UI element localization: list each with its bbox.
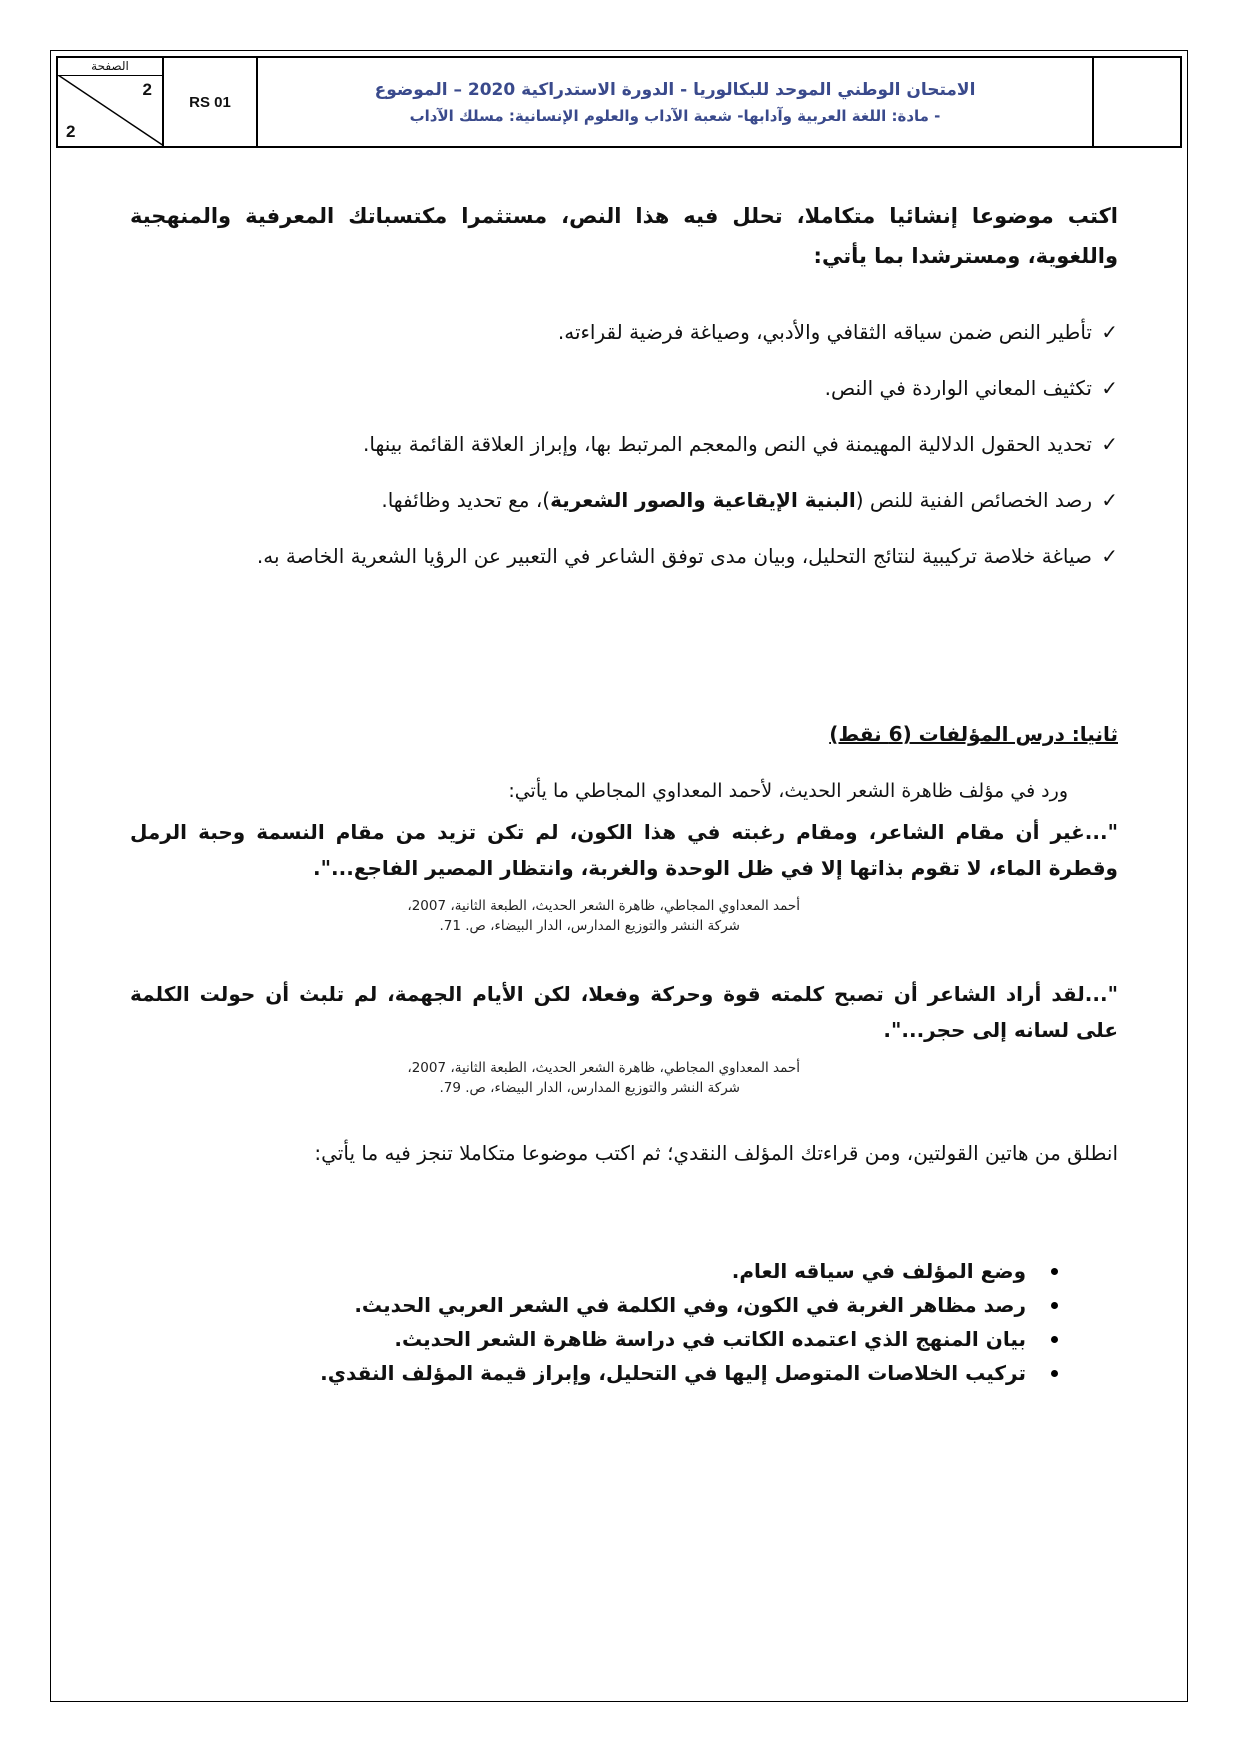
- checklist-text: تكثيف المعاني الواردة في النص.: [824, 376, 1092, 400]
- exam-code: RS 01: [164, 58, 258, 146]
- reference-line: شركة النشر والتوزيع المدارس، الدار البيضاء، ص. 71.: [439, 918, 740, 934]
- checklist-text-end: )، مع تحديد وظائفها.: [381, 488, 551, 512]
- checklist-text: تحديد الحقول الدلالية المهيمنة في النص والمعجم المرتبط بها، وإبراز العلاقة القائمة بينها.: [363, 432, 1092, 456]
- part2-bullets: [130, 1254, 1060, 1390]
- bullet-item: [130, 1322, 1060, 1356]
- reference-line: أحمد المعداوي المجاطي، ظاهرة الشعر الحديث، الطبعة الثانية، 2007،: [407, 898, 800, 914]
- exam-subject: - مادة: اللغة العربية وآدابها- شعبة الآداب والعلوم الإنسانية: مسلك الآداب: [409, 107, 941, 125]
- quote-2: "...لقد أراد الشاعر أن تصبح كلمته قوة وحركة وفعلا، لكن الأيام الجهمة، لم تلبث أن حولت الكلمة على لسانه إلى حجر...".: [130, 982, 1118, 1042]
- part2-task: انطلق من هاتين القولتين، ومن قراءتك المؤلف النقدي؛ ثم اكتب موضوعا متكاملا تنجز فيه ما يأتي:: [314, 1141, 1118, 1165]
- exam-title-cell: [258, 58, 1094, 146]
- page-current: 2: [142, 80, 152, 99]
- page-label: الصفحة: [58, 58, 162, 76]
- check-icon: ✓: [1101, 320, 1118, 344]
- checklist-item: [130, 368, 1118, 408]
- bullet-text: وضع المؤلف في سياقه العام.: [731, 1259, 1026, 1283]
- checklist-text: تأطير النص ضمن سياقه الثقافي والأدبي، وصياغة فرضية لقراءته.: [557, 320, 1092, 344]
- bullet-item: [130, 1356, 1060, 1390]
- bullet-icon: [1051, 1302, 1058, 1309]
- bullet-text: رصد مظاهر الغربة في الكون، وفي الكلمة في الشعر العربي الحديث.: [354, 1293, 1026, 1317]
- checklist-item: [130, 480, 1118, 520]
- bullet-text: بيان المنهج الذي اعتمده الكاتب في دراسة ظاهرة الشعر الحديث.: [394, 1327, 1026, 1351]
- checklist-text-emphasis: البنية الإيقاعية والصور الشعرية: [550, 488, 856, 512]
- quote-1: "...غير أن مقام الشاعر، ومقام رغبته في هذا الكون، لم تكن تزيد من مقام النسمة وحبة الرمل وقطرة الماء، لا تقوم بذاتها إلا في ظل الوحدة والغربة، وانتظار المصير الفاجع...".: [130, 820, 1118, 880]
- part1-instructions: اكتب موضوعا إنشائيا متكاملا، تحلل فيه هذا النص، مستثمرا مكتسباتك المعرفية والمنهجية واللغوية، ومسترشدا بما يأتي:: [130, 204, 1118, 268]
- quote-2-reference: [130, 1058, 800, 1098]
- checklist-item: [130, 536, 1118, 576]
- reference-line: شركة النشر والتوزيع المدارس، الدار البيضاء، ص. 79.: [439, 1080, 740, 1096]
- checklist-item: [130, 424, 1118, 464]
- bullet-item: [130, 1254, 1060, 1288]
- part1-checklist: [130, 312, 1118, 592]
- bullet-icon: [1051, 1370, 1058, 1377]
- page-total: 2: [66, 122, 76, 141]
- bullet-text: تركيب الخلاصات المتوصل إليها في التحليل، وإبراز قيمة المؤلف النقدي.: [320, 1361, 1026, 1385]
- check-icon: ✓: [1101, 488, 1118, 512]
- exam-title: الامتحان الوطني الموحد للبكالوريا - الدورة الاستدراكية 2020 – الموضوع: [374, 80, 976, 100]
- check-icon: ✓: [1101, 432, 1118, 456]
- quote-1-reference: [130, 896, 800, 936]
- checklist-text-start: رصد الخصائص الفنية للنص (: [855, 488, 1092, 512]
- reference-line: أحمد المعداوي المجاطي، ظاهرة الشعر الحديث، الطبعة الثانية، 2007،: [407, 1060, 800, 1076]
- part2-lead: ورد في مؤلف ظاهرة الشعر الحديث، لأحمد المعداوي المجاطي ما يأتي:: [508, 780, 1068, 802]
- bullet-item: [130, 1288, 1060, 1322]
- checklist-text: صياغة خلاصة تركيبية لنتائج التحليل، وبيان مدى توفق الشاعر في التعبير عن الرؤيا الشعرية الخاصة به.: [256, 544, 1092, 568]
- check-icon: ✓: [1101, 376, 1118, 400]
- header-empty-cell: [1094, 58, 1180, 146]
- checklist-item: [130, 312, 1118, 352]
- part2-title: ثانيا: درس المؤلفات (6 نقط): [829, 722, 1118, 746]
- bullet-icon: [1051, 1336, 1058, 1343]
- check-icon: ✓: [1101, 544, 1118, 568]
- page-number-cell: [58, 58, 164, 146]
- exam-header: [56, 56, 1182, 148]
- bullet-icon: [1051, 1268, 1058, 1275]
